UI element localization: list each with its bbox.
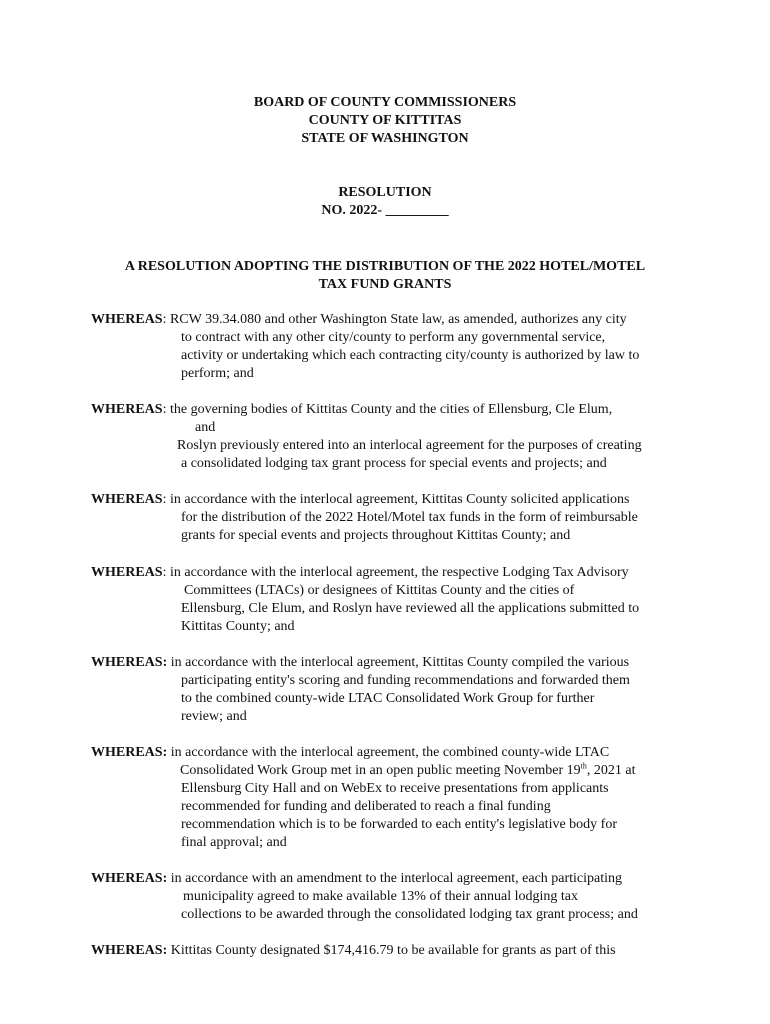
whereas-lead: WHEREAS [91,492,163,507]
whereas-lead: WHEREAS: [91,655,168,670]
title-line-2: TAX FUND GRANTS [318,277,452,292]
document-header [0,94,770,148]
whereas-paragraph-6: WHEREAS: in accordance with the interlocal agreement, the combined county-wide LTAC Consolidated Work Group met in an open public meeting November 19th, 2021 at Ellensburg City Hall and on WebEx to receive presentations from applicants recommended for funding and deliberated to reach a final funding recommendation which is to be forwarded to each entity's legislative body for final approval; and [91,745,636,850]
whereas-text: RCW 39.34.080 and other Washington State law, as amended, authorizes any city [166,312,627,327]
resolution-number: NO. 2022- _________ [321,203,449,218]
whereas-text: Kittitas County designated $174,416.79 to be available for grants as part of this [167,943,616,958]
whereas-text: in accordance with the interlocal agreement, the respective Lodging Tax Advisory [166,565,629,580]
whereas-text: in accordance with the interlocal agreement, Kittitas County solicited applications [166,492,630,507]
whereas-paragraph-7: WHEREAS: in accordance with an amendment to the interlocal agreement, each participating municipality agreed to make available 13% of their annual lodging tax collections to be awarded through the consolidated lodging tax grant process; and [91,871,638,922]
whereas-text: the governing bodies of Kittitas County and the cities of Ellensburg, Cle Elum, [166,402,613,417]
whereas-paragraph-5: WHEREAS: in accordance with the interlocal agreement, Kittitas County compiled the various participating entity's scoring and funding recommendations and forwarded them to the combined county-wide LTAC Consolidated Work Group for further review; and [91,655,630,724]
whereas-text: in accordance with the interlocal agreement, the combined county-wide LTAC [167,745,610,760]
header-line-board: BOARD OF COUNTY COMMISSIONERS [253,95,517,110]
whereas-text: in accordance with the interlocal agreement, Kittitas County compiled the various [167,655,630,670]
resolution-block [0,184,770,220]
resolution-label: RESOLUTION [338,185,432,200]
whereas-paragraph-4: WHEREAS: in accordance with the interlocal agreement, the respective Lodging Tax Advisory Committees (LTACs) or designees of Kittitas County and the cities of Ellensburg, Cle Elum, and Roslyn have reviewed all the applications submitted to Kittitas County; and [91,565,640,634]
whereas-paragraph-3: WHEREAS: in accordance with the interlocal agreement, Kittitas County solicited applications for the distribution of the 2022 Hotel/Motel tax funds in the form of reimbursable grants for special events and projects throughout Kittitas County; and [91,492,638,543]
whereas-text: in accordance with an amendment to the interlocal agreement, each participating [167,871,623,886]
resolution-title [0,258,770,294]
header-line-state: STATE OF WASHINGTON [301,131,469,146]
whereas-lead: WHEREAS [91,565,163,580]
whereas-lead: WHEREAS: [91,745,168,760]
title-line-1: A RESOLUTION ADOPTING THE DISTRIBUTION OF THE 2022 HOTEL/MOTEL [124,259,646,274]
whereas-lead: WHEREAS: [91,871,168,886]
whereas-lead: WHEREAS [91,312,163,327]
whereas-lead: WHEREAS: [91,943,168,958]
whereas-lead: WHEREAS [91,402,163,417]
whereas-paragraph-8 [91,942,691,960]
whereas-paragraph-1: WHEREAS: RCW 39.34.080 and other Washington State law, as amended, authorizes any city to contract with any other city/county to perform any governmental service, activity or undertaking which each contracting city/county is authorized by law to perform; and [91,312,640,381]
whereas-paragraph-2: WHEREAS: the governing bodies of Kittitas County and the cities of Ellensburg, Cle Elum, and Roslyn previously entered into an interlocal agreement for the purposes of creating a consolidated lodging tax grant process for special events and projects; and [91,402,642,471]
header-line-county: COUNTY OF KITTITAS [308,113,462,128]
